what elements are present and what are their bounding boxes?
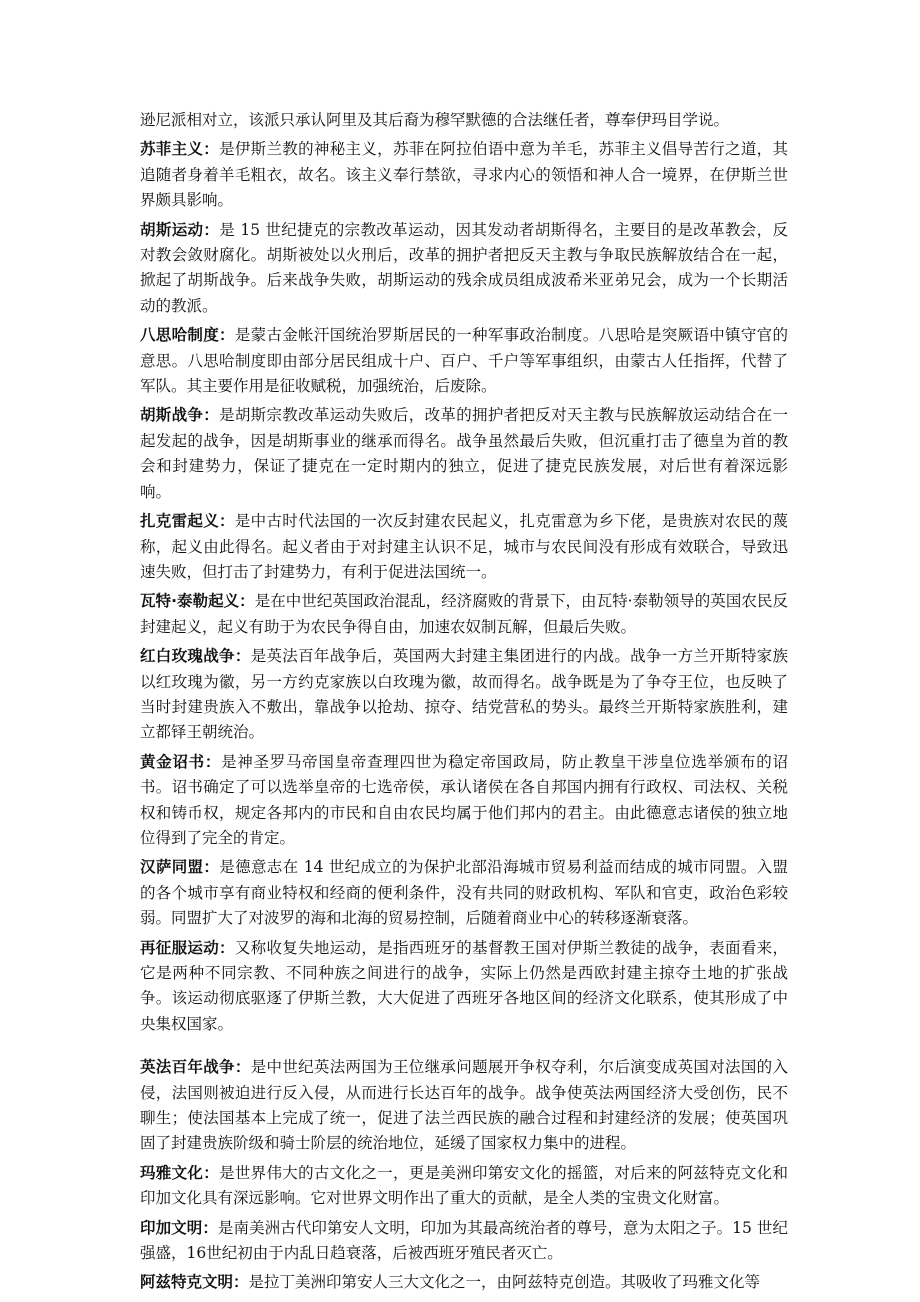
definition-hussite-wars: 是胡斯宗教改革运动失败后，改革的拥护者把反对天主教与民族解放运动结合在一起发起的战争，因是胡斯事业的继承而得名。战争虽然最后失败，但沉重打击了德皇为首的教会和封建势力，保证了捷克在一定时期内的独立，促进了捷克民族发展，对后世有着深远影响。: [140, 406, 788, 501]
definition-jacquerie: 是中古时代法国的一次反封建农民起义，扎克雷意为乡下佬，是贵族对农民的蔑称，起义由此得名。起义者由于对封建主认识不足，城市与农民间没有形成有效联合，导致迅速失败，但打击了封建势力，有利于促进法国统一。: [140, 512, 788, 581]
paragraph-12: [140, 1055, 788, 1157]
definition-hanseatic-league: 是德意志在 14 世纪成立的为保护北部沿海城市贸易利益而结成的城市同盟。入盟的各个城市享有商业特权和经商的便利条件，没有共同的财政机构、军队和官吏，政治色彩较弱。同盟扩大了对波罗的海和北海的贸易控制，后随着商业中心的转移逐渐衰落。: [140, 858, 788, 928]
paragraph-1: [140, 108, 788, 133]
term-jacquerie: 扎克雷起义：: [140, 512, 235, 531]
paragraph-4: [140, 323, 788, 399]
definition-aztec-civilization: 是拉丁美洲印第安人三大文化之一，由阿兹特克创造。其吸收了玛雅文化等: [248, 1273, 761, 1292]
definition-wars-of-roses: 是英法百年战争后，英国两大封建主集团进行的内战。战争一方兰开斯特家族以红玫瑰为徽，另一方约克家族以白玫瑰为徽，故而得名。战争既是为了争夺王位，也反映了当时封建贵族入不敷出，靠战争以抢劫、掠夺、结党营私的势头。最终兰开斯特家族胜利，建立都铎王朝统治。: [140, 647, 788, 742]
paragraph-6: [140, 509, 788, 585]
term-golden-bull: 黄金诏书：: [140, 752, 222, 771]
paragraph-15: [140, 1270, 788, 1295]
term-sufism: 苏菲主义：: [140, 140, 220, 159]
term-maya-culture: 玛雅文化：: [140, 1163, 220, 1182]
definition-sufism: 是伊斯兰教的神秘主义，苏菲在阿拉伯语中意为羊毛，苏菲主义倡导苦行之道，其追随者身着羊毛粗衣，故名。该主义奉行禁欲，寻求内心的领悟和神人合一境界，在伊斯兰世界颇具影响。: [140, 140, 788, 210]
term-hussite-movement: 胡斯运动：: [140, 220, 220, 239]
paragraph-7: [140, 589, 788, 640]
term-hundred-years-war: 英法百年战争：: [140, 1058, 251, 1077]
paragraph-10: [140, 855, 788, 931]
definition-reconquista: 又称收复失地运动，是指西班牙的基督教王国对伊斯兰教徒的战争，表面看来，它是两种不同宗教、不同种族之间进行的战争，实际上仍然是西欧封建主掠夺土地的扩张战争。该运动彻底驱逐了伊斯兰教，大大促进了西班牙各地区间的经济文化联系，使其形成了中央集权国家。: [140, 938, 788, 1033]
paragraph-9: [140, 750, 788, 852]
definition-golden-bull: 是神圣罗马帝国皇帝查理四世为稳定帝国政局，防止教皇干涉皇位选举颁布的诏书。诏书确定了可以选举皇帝的七选帝侯，承认诸侯在各自邦国内拥有行政权、司法权、关税权和铸币权，规定各邦内的市民和自由农民均属于他们邦内的君主。由此德意志诸侯的独立地位得到了完全的肯定。: [140, 752, 788, 847]
paragraph-3: [140, 218, 788, 320]
definition-basqaq-system: 是蒙古金帐汗国统治罗斯居民的一种军事政治制度。八思哈是突厥语中镇守官的意思。八思哈制度即由部分居民组成十户、百户、千户等军事组织，由蒙古人任指挥，代替了军队。其主要作用是征收赋税，加强统治，后废除。: [140, 326, 788, 396]
definition-wat-tyler-rebellion: 是在中世纪英国政治混乱，经济腐败的背景下，由瓦特·泰勒领导的英国农民反封建起义，起义有助于为农民争得自由，加速农奴制瓦解，但最后失败。: [140, 592, 789, 636]
term-hussite-wars: 胡斯战争：: [140, 406, 220, 425]
definition-hussite-movement: 是 15 世纪捷克的宗教改革运动，因其发动者胡斯得名，主要目的是改革教会，反对教会敛财腐化。胡斯被处以火刑后，改革的拥护者把反天主教与争取民族解放结合在一起，掀起了胡斯战争。后来战争失败，胡斯运动的残余成员组成波希米亚弟兄会，成为一个长期活动的教派。: [140, 220, 788, 315]
definition-hundred-years-war: 是中世纪英法两国为王位继承问题展开争权夺利，尔后演变成英国对法国的入侵，法国则被迫进行反入侵，从而进行长达百年的战争。战争使英法两国经济大受创伤，民不聊生；使法国基本上完成了统一，促进了法兰西民族的融合过程和封建经济的发展；使英国巩固了封建贵族阶级和骑士阶层的统治地位，延缓了国家权力集中的进程。: [140, 1058, 788, 1153]
term-inca-civilization: 印加文明：: [140, 1218, 218, 1237]
paragraph-gap: [140, 1041, 788, 1055]
term-basqaq-system: 八思哈制度：: [140, 326, 235, 345]
term-hanseatic-league: 汉萨同盟：: [140, 858, 220, 877]
paragraph-1-text: 逊尼派相对立，该派只承认阿里及其后裔为穆罕默德的合法继任者，尊奉伊玛目学说。: [140, 111, 730, 129]
paragraph-5: [140, 403, 788, 505]
document-page: [140, 108, 788, 1300]
term-reconquista: 再征服运动：: [140, 938, 235, 957]
term-wat-tyler-rebellion: 瓦特·泰勒起义：: [140, 592, 255, 611]
term-wars-of-roses: 红白玫瑰战争：: [140, 647, 251, 666]
paragraph-2: [140, 137, 788, 213]
paragraph-14: [140, 1216, 788, 1267]
paragraph-11: [140, 936, 788, 1038]
paragraph-13: [140, 1161, 788, 1212]
term-aztec-civilization: 阿兹特克文明：: [140, 1273, 249, 1292]
definition-inca-civilization: 是南美洲古代印第安人文明，印加为其最高统治者的尊号，意为太阳之子。15 世纪强盛，16世纪初由于内乱日趋衰落，后被西班牙殖民者灭亡。: [140, 1218, 788, 1263]
definition-maya-culture: 是世界伟大的古文化之一，更是美洲印第安文化的摇篮，对后来的阿兹特克文化和印加文化具有深远影响。它对世界文明作出了重大的贡献，是全人类的宝贵文化财富。: [140, 1163, 788, 1208]
paragraph-8: [140, 644, 788, 746]
